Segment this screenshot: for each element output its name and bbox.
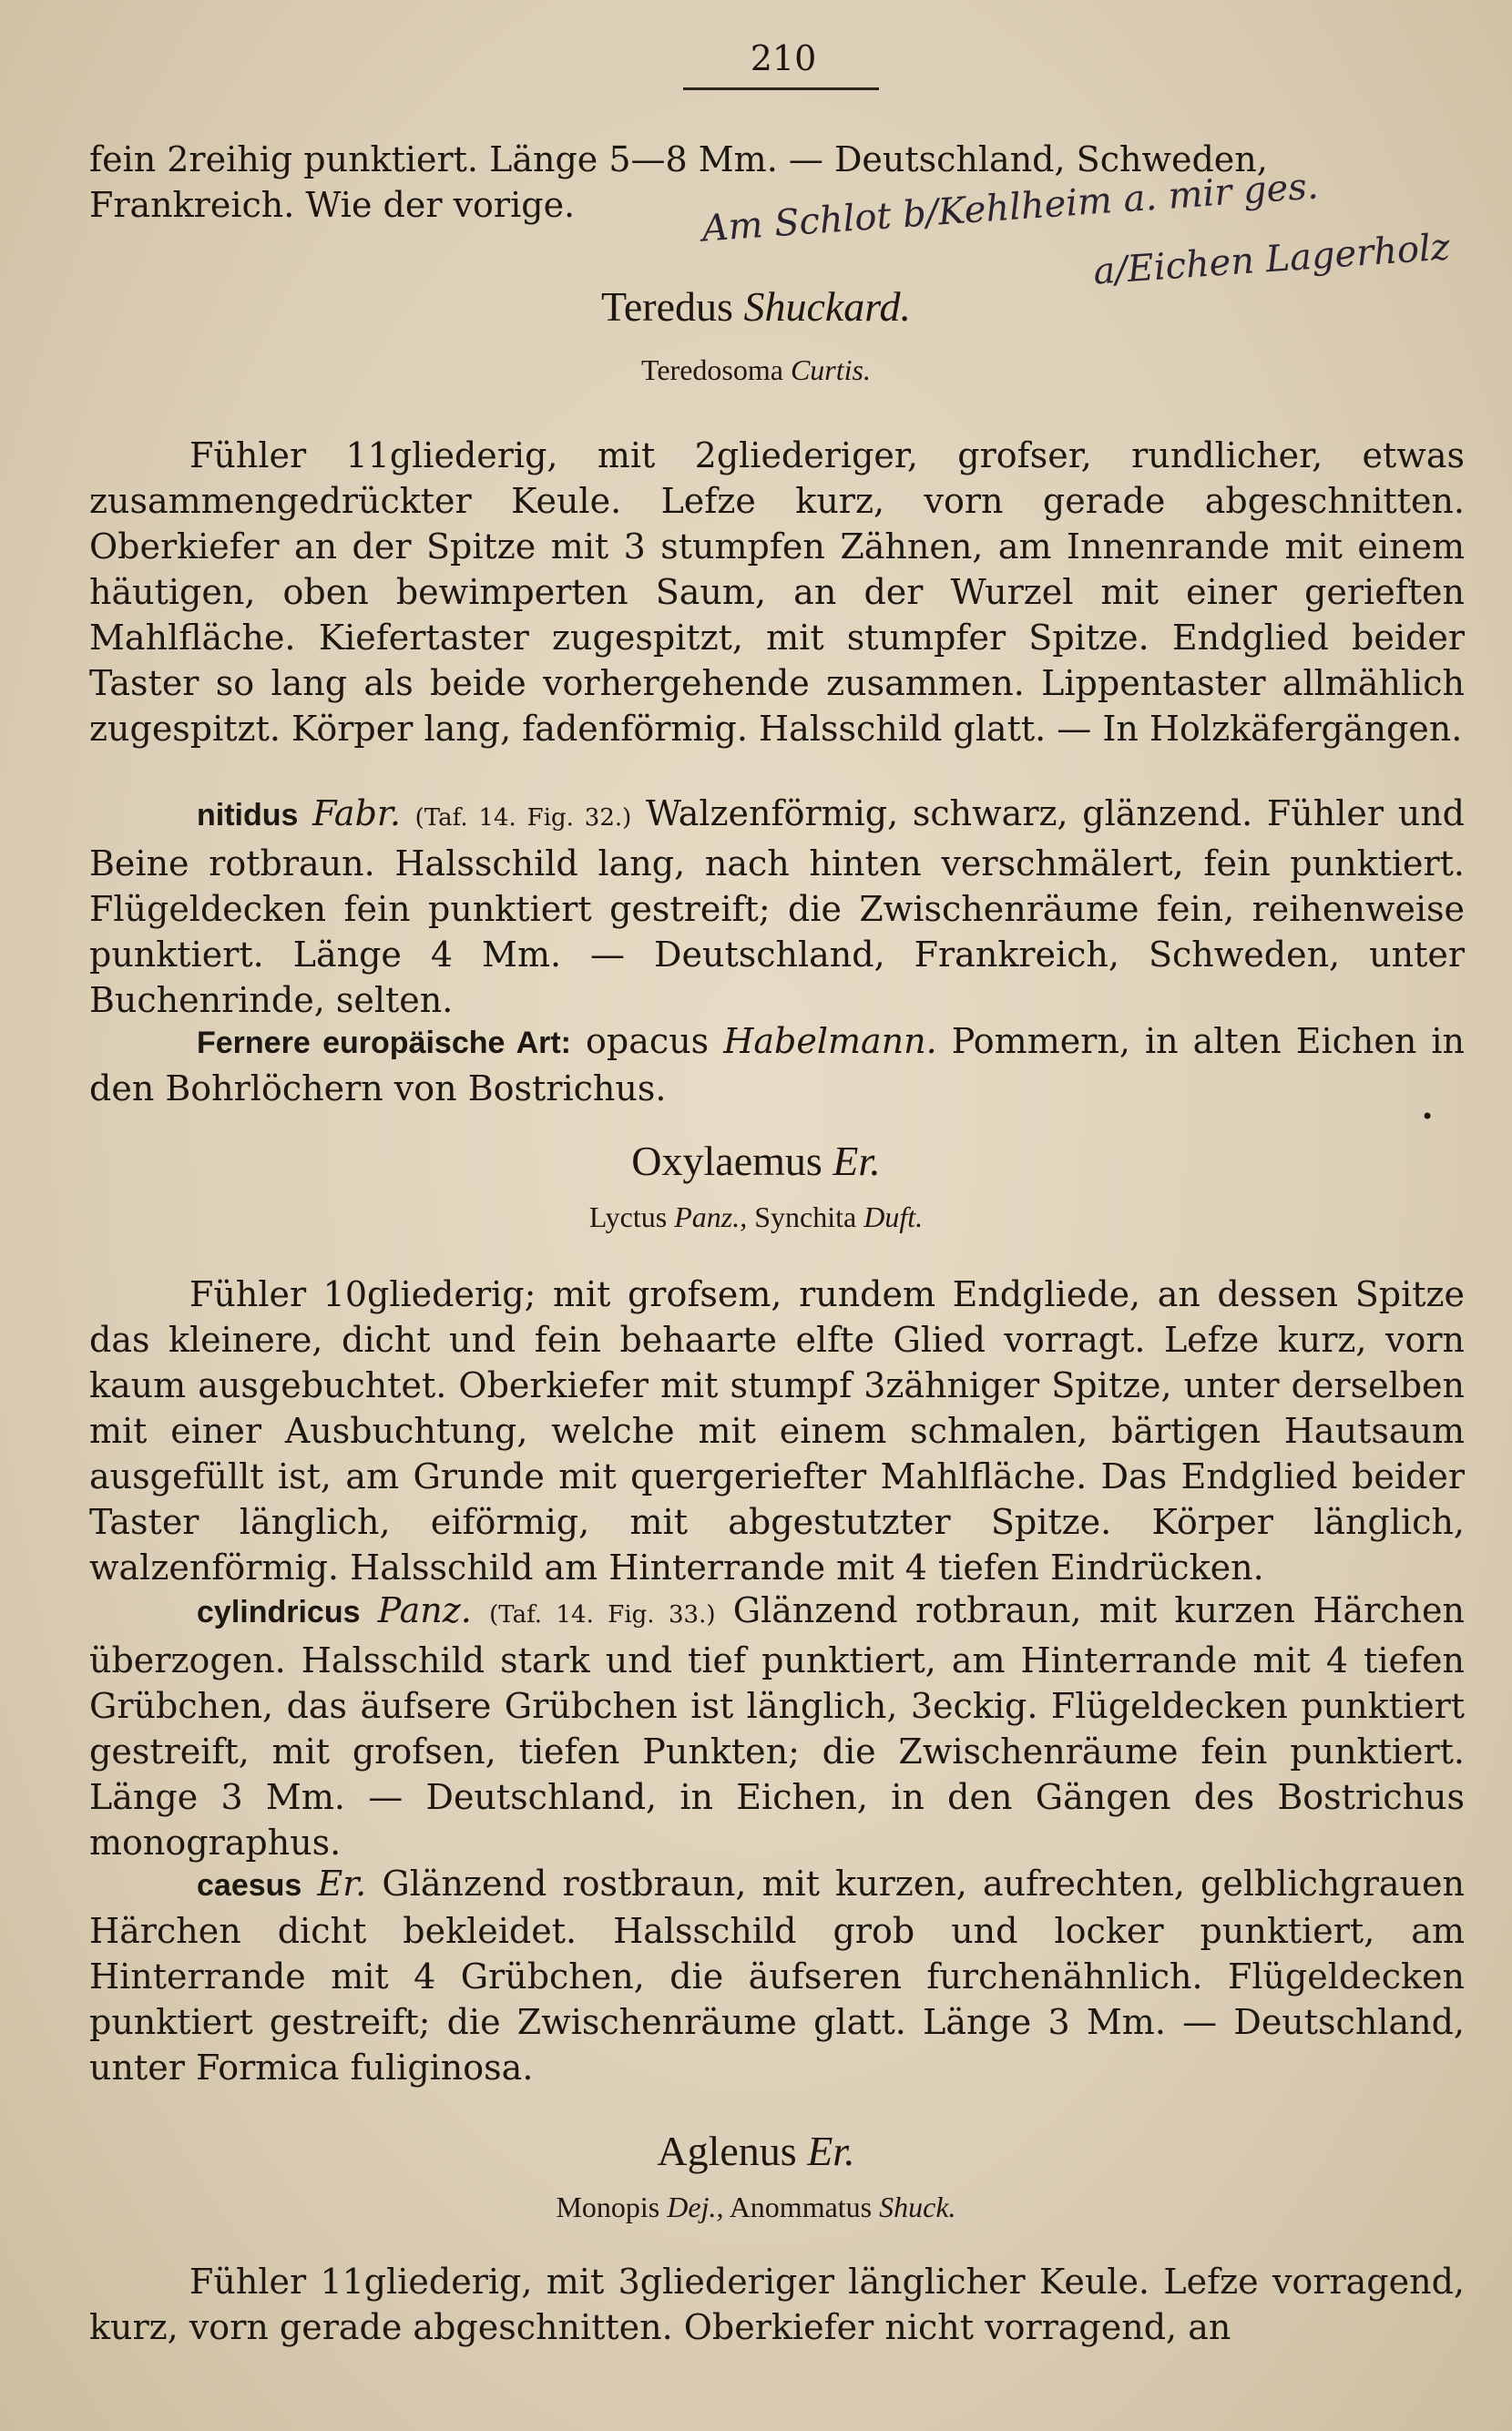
species-entry-nitidus (89, 791, 1465, 1023)
genus-name: Aglenus (657, 2128, 797, 2174)
figure-reference: (Taf. 14. Fig. 33.) (489, 1601, 716, 1629)
species-name: nitidus (197, 798, 299, 832)
species-name: caesus (197, 1868, 302, 1903)
intro-line-1: fein 2reihig punktiert. Länge 5—8 Mm. — Deutschland, Schweden, (89, 139, 1268, 179)
further-species-name: opacus (586, 1021, 710, 1061)
handwritten-note-2: a/Eichen Lagerholz (1091, 226, 1452, 293)
synonym-name-2: Anommatus (729, 2191, 873, 2223)
species-text: Walzenförmig, schwarz, glänzend. Fühler und Beine rotbraun. Halsschild lang, nach hinten verschmälert, fein punktiert. Flügeldecken fein punktiert gestreift; die Zwischenräume fein, reihenweise punktiert. Länge 4 Mm. — Deutschland, Frankreich, Schweden, unter Buchenrinde, selten. (89, 793, 1466, 1020)
page-number: 210 (750, 38, 817, 78)
further-label: Fernere europäische Art: (197, 1026, 571, 1060)
further-species-teredus (89, 1018, 1465, 1111)
species-name: cylindricus (197, 1595, 361, 1629)
intro-line-2: Frankreich. Wie der vorige. (89, 185, 576, 225)
further-text: Pommern, in alten Eichen in den Bohrlöchern von Bostrichus. (89, 1021, 1465, 1108)
species-author: Er. (317, 1864, 367, 1904)
genus-description-aglenus (89, 2259, 1465, 2350)
genus-name: Teredus (601, 283, 733, 330)
figure-reference: (Taf. 14. Fig. 32.) (414, 804, 632, 832)
genus-heading-aglenus (0, 2127, 1512, 2175)
genus-author: Shuckard. (743, 283, 911, 330)
synonym-name-2: Synchita (754, 1200, 857, 1233)
synonym-author: Panz., (674, 1200, 748, 1233)
species-author: Panz. (377, 1590, 472, 1630)
synonym-line-aglenus (0, 2191, 1512, 2224)
description-text: Fühler 10gliederig; mit grofsem, rundem Endgliede, an dessen Spitze das kleinere, dicht und fein behaarte elfte Glied vorragt. Lefze kurz, vorn kaum ausgebuchtet. Oberkiefer mit stumpf 3zähniger Spitze, unter derselben mit einer Ausbuchtung, welche mit einem schmalen, bärtigen Hautsaum ausgefüllt ist, am Grunde mit quergeriefter Mahlfläche. Das Endglied beider Taster länglich, eiförmig, mit abgestutzter Spitze. Körper länglich, walzenförmig. Halsschild am Hinterrande mit 4 tiefen Eindrücken. (89, 1274, 1465, 1588)
synonym-name: Teredosoma (641, 353, 783, 386)
genus-name: Oxylaemus (631, 1138, 822, 1184)
genus-description-oxylaemus (89, 1272, 1465, 1590)
page-number-rule (683, 87, 879, 90)
handwritten-note-1: Am Schlot b/Kehlheim a. mir ges. (700, 165, 1320, 250)
print-mark: • (1421, 1104, 1435, 1129)
synonym-author-2: Shuck. (879, 2191, 956, 2223)
species-text: Glänzend rostbraun, mit kurzen, aufrechten, gelblichgrauen Härchen dicht bekleidet. Halsschild grob und locker punktiert, am Hinterrande mit 4 Grübchen, die äufseren furchenähnlich. Flügeldecken punktiert gestreift; die Zwischenräume glatt. Länge 3 Mm. — Deutschland, unter Formica fuliginosa. (89, 1864, 1465, 2088)
species-entry-cylindricus (89, 1588, 1465, 1865)
genus-author: Er. (807, 2128, 855, 2174)
synonym-name: Lyctus (588, 1200, 668, 1233)
synonym-name: Monopis (556, 2191, 660, 2223)
species-text: Glänzend rotbraun, mit kurzen Härchen überzogen. Halsschild stark und tief punktiert, am Hinterrande mit 4 tiefen Grübchen, das äufsere Grübchen ist länglich, 3eckig. Flügeldecken punktiert gestreift, mit grofsen, tiefen Punkten; die Zwischenräume fein punktiert. Länge 3 Mm. — Deutschland, in Eichen, in den Gängen des Bostrichus monographus. (89, 1590, 1465, 1863)
synonym-author: Dej., (667, 2191, 724, 2223)
genus-description-teredus (89, 433, 1465, 751)
further-species-author: Habelmann. (723, 1021, 937, 1061)
species-entry-caesus (89, 1861, 1465, 2090)
genus-author: Er. (833, 1138, 881, 1184)
species-author: Fabr. (312, 793, 401, 833)
genus-heading-teredus (0, 282, 1512, 331)
synonym-line-teredus (0, 353, 1512, 387)
description-text: Fühler 11gliederig, mit 2gliederiger, grofser, rundlicher, etwas zusammengedrückter Keule. Lefze kurz, vorn gerade abgeschnitten. Oberkiefer an der Spitze mit 3 stumpfen Zähnen, am Innenrande mit einem häutigen, oben bewimperten Saum, an der Wurzel mit einer gerieften Mahlfläche. Kiefertaster zugespitzt, mit stumpfer Spitze. Endglied beider Taster so lang als beide vorhergehende zusammen. Lippentaster allmählich zugespitzt. Körper lang, fadenförmig. Halsschild glatt. — In Holzkäfergängen. (89, 435, 1465, 749)
synonym-author: Curtis. (790, 353, 871, 386)
synonym-author-2: Duft. (863, 1200, 924, 1233)
description-text: Fühler 11gliederig, mit 3gliederiger länglicher Keule. Lefze vorragend, kurz, vorn gerade abgeschnitten. Oberkiefer nicht vorragend, an (89, 2262, 1465, 2347)
genus-heading-oxylaemus (0, 1137, 1512, 1185)
synonym-line-oxylaemus (0, 1200, 1512, 1234)
